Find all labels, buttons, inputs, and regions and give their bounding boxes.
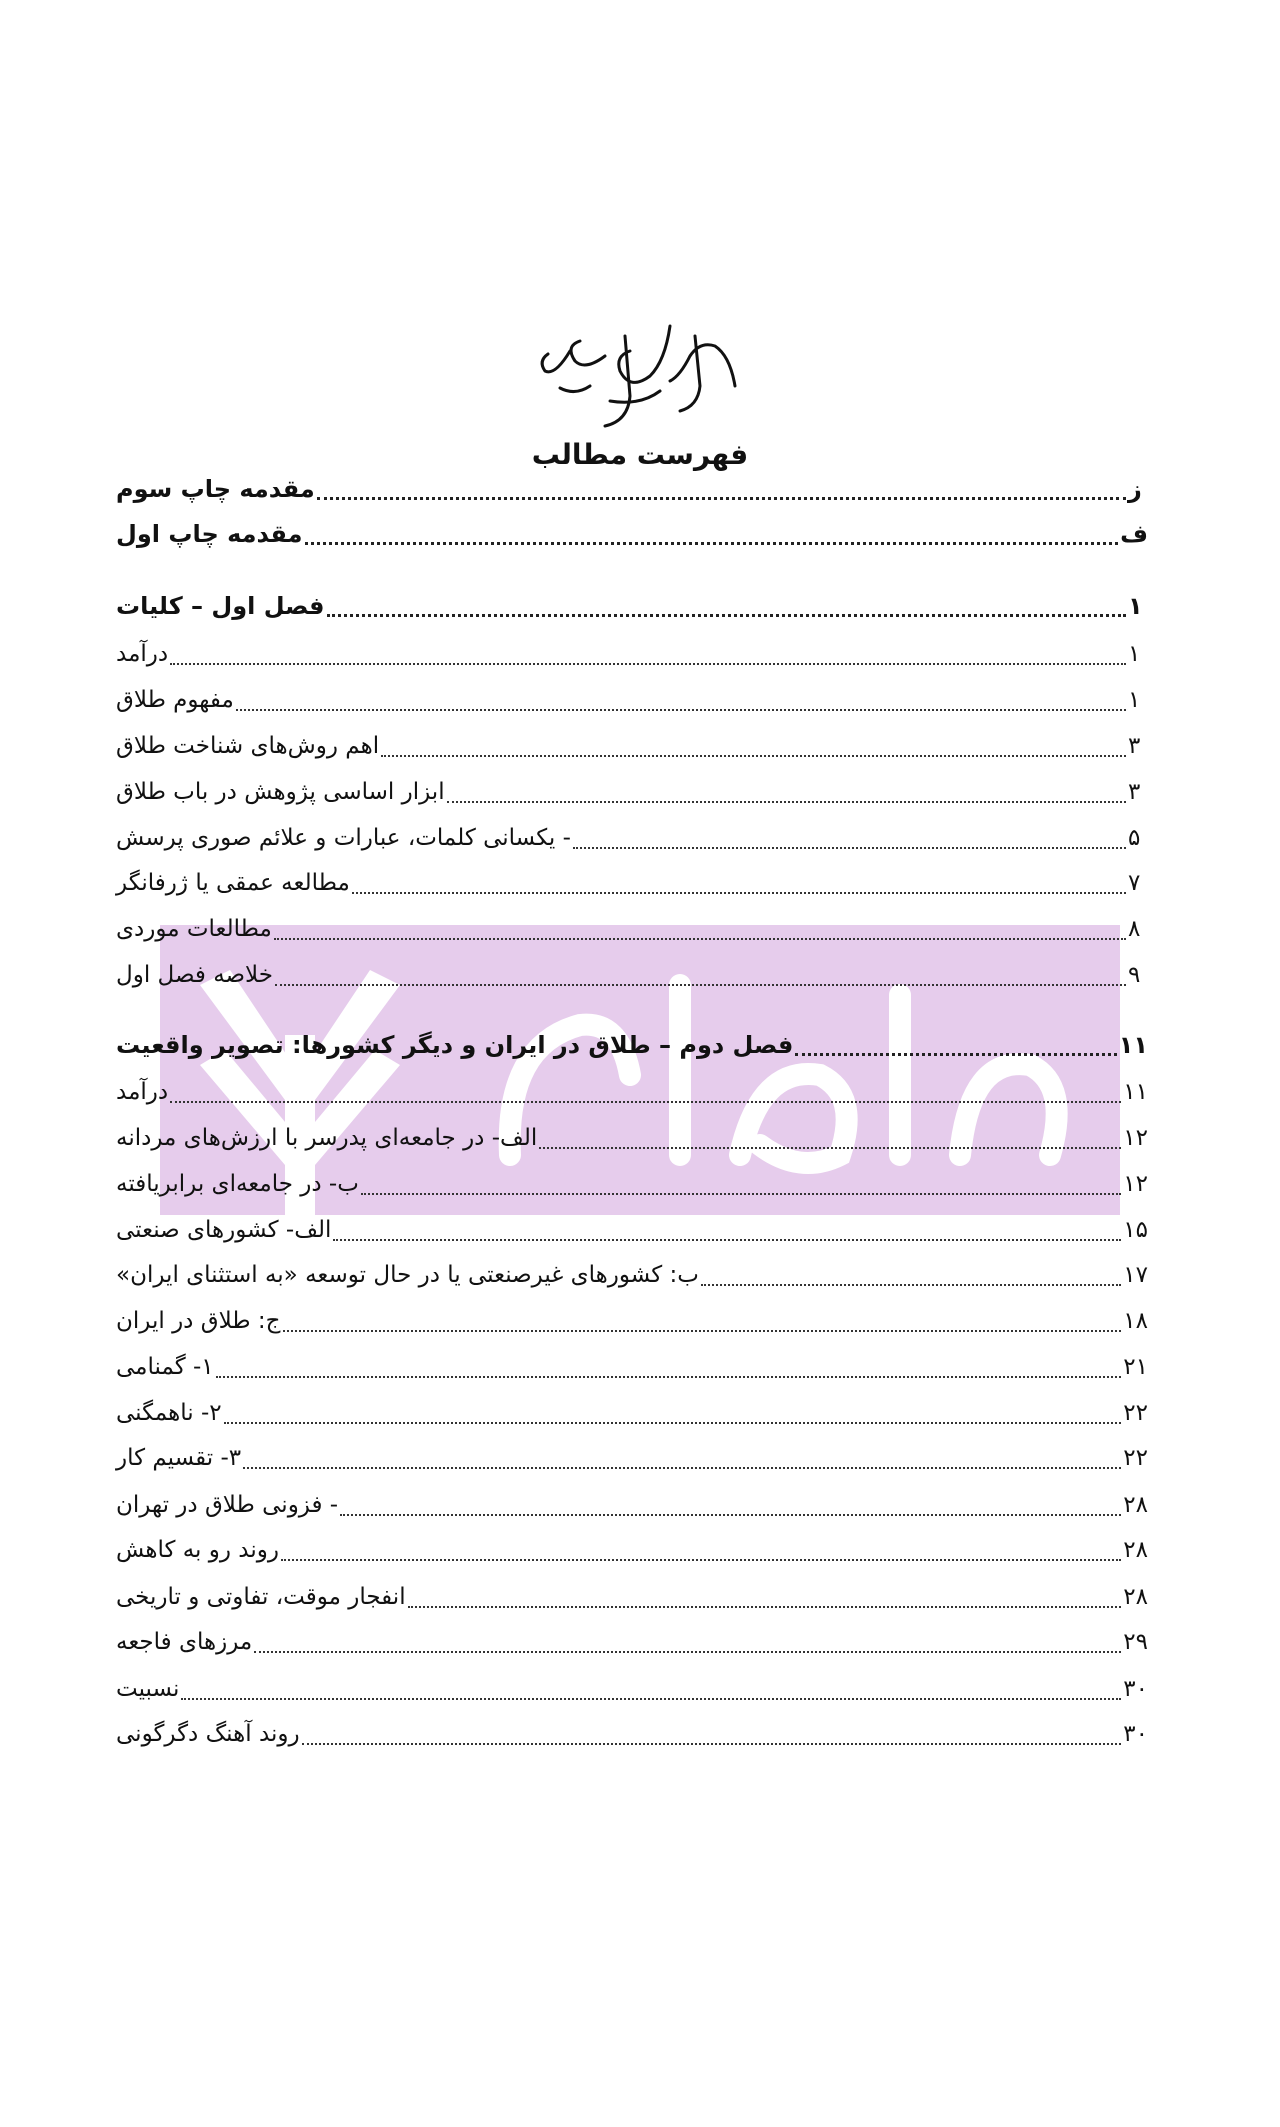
- toc-entry-page-number: ز: [1128, 475, 1142, 503]
- toc-entry: [112, 1118, 1148, 1158]
- toc-entry-label: ب- در جامعه‌ای برابریافته: [116, 1171, 359, 1197]
- toc-entry-page-number: ۱: [1128, 592, 1143, 620]
- toc-entry-label: مطالعه عمقی یا ژرفانگر: [116, 870, 350, 896]
- toc-entry-label: - فزونی طلاق در تهران: [116, 1492, 339, 1518]
- toc-entry: [112, 1301, 1148, 1341]
- toc-dot-leader: [447, 801, 1126, 803]
- toc-entry-page-number: ۲۸: [1123, 1537, 1148, 1563]
- toc-entry-label: فصل دوم – طلاق در ایران و دیگر کشورها: تصویر واقعیت: [116, 1031, 794, 1059]
- toc-entry-label: الف- در جامعه‌ای پدرسر با ارزش‌های مردانه: [116, 1125, 538, 1151]
- toc-entry-label: درآمد: [116, 1079, 169, 1105]
- toc-entry-label: روند آهنگ دگرگونی: [116, 1721, 300, 1747]
- toc-entry-label: ۳- تقسیم کار: [116, 1445, 242, 1471]
- toc-entry: [112, 1072, 1148, 1112]
- toc-entry-page-number: ۱: [1128, 687, 1141, 713]
- toc-dot-leader: [573, 847, 1126, 849]
- toc-entry-page-number: ۲۸: [1123, 1492, 1148, 1518]
- toc-entry: [112, 1393, 1148, 1433]
- toc-entry: [112, 586, 1148, 626]
- toc-entry: [112, 469, 1148, 509]
- toc-entry-label: انفجار موقت، تفاوتی و تاریخی: [116, 1584, 406, 1610]
- toc-entry-label: روند رو به کاهش: [116, 1537, 279, 1563]
- toc-dot-leader: [216, 1376, 1122, 1378]
- toc-entry: [112, 1255, 1148, 1295]
- toc-entry-page-number: ۲۲: [1123, 1400, 1148, 1426]
- toc-entry-page-number: ۳: [1128, 733, 1141, 759]
- toc-entry-label: مفهوم طلاق: [116, 687, 234, 713]
- toc-entry-label: نسبیت: [116, 1676, 180, 1702]
- toc-dot-leader: [236, 709, 1126, 711]
- toc-entry-page-number: ف: [1120, 520, 1148, 548]
- toc-dot-leader: [170, 663, 1126, 665]
- toc-entry-label: خلاصه فصل اول: [116, 962, 273, 988]
- toc-entry-page-number: ۲۸: [1123, 1584, 1148, 1610]
- toc-dot-leader: [275, 984, 1126, 986]
- toc-entry-label: ۲- ناهمگنی: [116, 1400, 222, 1426]
- toc-entry-page-number: ۱۲: [1123, 1171, 1148, 1197]
- toc-dot-leader: [305, 542, 1119, 545]
- toc-entry-page-number: ۲۱: [1123, 1354, 1148, 1380]
- toc-dot-leader: [274, 938, 1126, 940]
- toc-dot-leader: [361, 1193, 1121, 1195]
- toc-dot-leader: [333, 1239, 1121, 1241]
- toc-entry-page-number: ۱۸: [1123, 1308, 1148, 1334]
- toc-entry-label: مقدمه چاپ اول: [116, 520, 303, 548]
- toc-entry-page-number: ۲۹: [1123, 1629, 1148, 1655]
- toc-entry-label: ج: طلاق در ایران: [116, 1308, 281, 1334]
- toc-entry-page-number: ۱۱: [1118, 1031, 1148, 1059]
- toc-entry-page-number: ۵: [1128, 825, 1141, 851]
- toc-entry: [112, 680, 1148, 720]
- toc-entry: [112, 1347, 1148, 1387]
- toc-entry: [112, 1164, 1148, 1204]
- toc-entry-page-number: ۱۷: [1123, 1262, 1148, 1288]
- toc-entry: [112, 772, 1148, 812]
- toc-entry-page-number: ۳۰: [1123, 1721, 1148, 1747]
- toc-dot-leader: [352, 892, 1126, 894]
- toc-entry: [112, 514, 1148, 554]
- toc-entry: [112, 1210, 1148, 1250]
- toc-entry: [112, 1622, 1148, 1662]
- toc-entry-page-number: ۸: [1128, 916, 1141, 942]
- toc-dot-leader: [224, 1422, 1122, 1424]
- toc-entry-label: درآمد: [116, 641, 169, 667]
- toc-dot-leader: [795, 1053, 1116, 1056]
- toc-dot-leader: [181, 1698, 1121, 1700]
- toc-entry: [112, 634, 1148, 674]
- toc-entry-page-number: ۳۰: [1123, 1676, 1148, 1702]
- toc-entry: [112, 1530, 1148, 1570]
- toc-entry-label: مقدمه چاپ سوم: [116, 475, 315, 503]
- toc-entry-page-number: ۱: [1128, 641, 1141, 667]
- toc-dot-leader: [283, 1330, 1122, 1332]
- toc-entry-page-number: ۲۲: [1123, 1445, 1148, 1471]
- toc-dot-leader: [302, 1743, 1122, 1745]
- page-title: فهرست مطالب: [531, 438, 749, 471]
- toc-entry-label: مطالعات موردی: [116, 916, 272, 942]
- toc-entry-page-number: ۷: [1128, 870, 1141, 896]
- basmala-calligraphy: [530, 316, 750, 436]
- toc-entry-page-number: ۱۱: [1123, 1079, 1148, 1105]
- toc-entry-page-number: ۱۲: [1123, 1125, 1148, 1151]
- toc-dot-leader: [317, 497, 1126, 500]
- toc-entry-label: ۱- گمنامی: [116, 1354, 214, 1380]
- toc-entry-page-number: ۱۵: [1123, 1217, 1148, 1243]
- toc-dot-leader: [254, 1651, 1121, 1653]
- toc-dot-leader: [701, 1284, 1121, 1286]
- toc-entry: [112, 955, 1148, 995]
- toc-dot-leader: [170, 1101, 1121, 1103]
- toc-entry-label: فصل اول – کلیات: [116, 592, 325, 620]
- toc-dot-leader: [340, 1514, 1121, 1516]
- toc-entry: [112, 1577, 1148, 1617]
- toc-entry-label: مرزهای فاجعه: [116, 1629, 253, 1655]
- toc-entry: [112, 1438, 1148, 1478]
- toc-entry-label: ب: کشورهای غیرصنعتی یا در حال توسعه «به استثنای ایران»: [116, 1262, 699, 1288]
- toc-entry-page-number: ۳: [1128, 779, 1141, 805]
- toc-entry-label: اهم روش‌های شناخت طلاق: [116, 733, 380, 759]
- toc-entry: [112, 1714, 1148, 1754]
- toc-dot-leader: [408, 1606, 1122, 1608]
- toc-entry: [112, 1025, 1148, 1065]
- toc-entry: [112, 818, 1148, 858]
- toc-entry-page-number: ۹: [1128, 962, 1141, 988]
- toc-dot-leader: [327, 614, 1127, 617]
- toc-entry-label: ابزار اساسی پژوهش در باب طلاق: [116, 779, 445, 805]
- toc-entry: [112, 863, 1148, 903]
- toc-entry: [112, 726, 1148, 766]
- toc-entry: [112, 1485, 1148, 1525]
- toc-entry: [112, 1669, 1148, 1709]
- toc-entry-label: - یکسانی کلمات، عبارات و علائم صوری پرسش: [116, 825, 571, 851]
- toc-dot-leader: [381, 755, 1126, 757]
- toc-dot-leader: [539, 1147, 1121, 1149]
- toc-dot-leader: [243, 1467, 1121, 1469]
- toc-dot-leader: [281, 1559, 1121, 1561]
- toc-entry-label: الف- کشورهای صنعتی: [116, 1217, 332, 1243]
- toc-entry: [112, 909, 1148, 949]
